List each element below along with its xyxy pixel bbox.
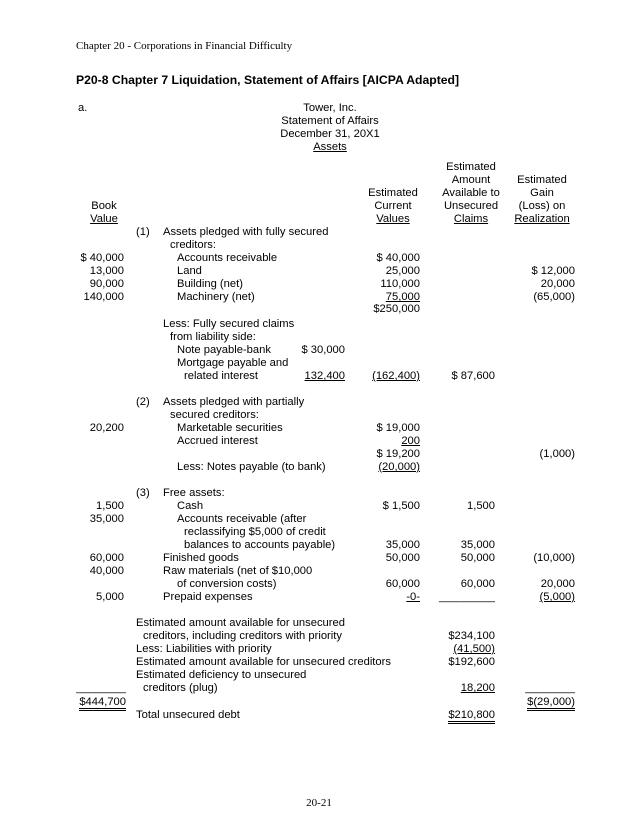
row-description-text: reclassifying $5,000 of credit [184,526,326,538]
book-value-text: 5,000 [96,591,124,603]
row-description [177,291,255,304]
available-amount [335,370,495,383]
statement-name: Statement of Affairs [281,115,379,127]
row-description-text: Building (net) [177,278,243,290]
summary-amount-text: $192,600 [448,656,495,668]
available-amount-text: $ 87,600 [451,370,495,382]
summary-line [136,643,272,656]
gain-loss [415,265,575,278]
current-value-text: 200 [401,435,420,447]
row-description [163,565,312,578]
row-description-text: creditors: [170,239,217,251]
book-value [0,591,124,604]
col-gain-line3: (Loss) on [518,200,566,212]
gain-loss [415,552,575,565]
row-description [177,265,202,278]
row-description [163,591,253,604]
gain-loss [415,591,575,604]
row-description-text: Finished goods [163,552,239,564]
current-value-text: $250,000 [373,303,420,315]
book-total-text: ________ [76,682,126,694]
current-value-text: 35,000 [385,539,420,551]
group-number-text: (3) [136,487,150,499]
row-description [177,278,243,291]
book-total-text: $444,700 [79,696,126,711]
row-description-text: Machinery (net) [177,291,255,303]
col-avail-line1: Estimated [446,161,496,173]
row-description [163,552,239,565]
row-description-text: Prepaid expenses [163,591,253,603]
gain-total-text: $(29,000) [527,696,575,711]
summary-line [136,709,240,722]
col-current-line1: Estimated [368,187,418,199]
row-description-text: Mortgage payable and [177,357,289,369]
col-book-line1: Book [91,200,117,212]
row-description-text: Accrued interest [177,435,258,447]
row-description-text: balances to accounts payable) [184,539,336,551]
book-value-text: 20,200 [89,422,124,434]
row-description [177,435,258,448]
row-description-text: Raw materials (net of $10,000 [163,565,313,577]
book-total [0,696,126,709]
row-description-text: Free assets: [163,487,225,499]
gain-loss-text: $ 12,000 [531,265,575,277]
running-header: Chapter 20 - Corporations in Financial Difficulty [76,40,293,52]
available-amount-text: 1,500 [467,500,495,512]
gain-loss-text: (10,000) [533,552,575,564]
current-value-text: 60,000 [385,578,420,590]
summary-line-text: Estimated deficiency to unsecured [136,669,307,681]
row-description-text: Assets pledged with fully secured [163,226,329,238]
book-value [0,252,124,265]
gain-loss-text: 20,000 [540,278,575,290]
row-description [177,513,306,526]
book-value-text: 140,000 [83,291,124,303]
summary-line [143,630,342,643]
book-value-text: 35,000 [89,513,124,525]
summary-line-text: Estimated amount available for unsecured [136,617,345,629]
current-value [260,278,420,291]
row-description [177,500,203,513]
row-description-text: related interest [184,370,259,382]
row-description-text: Note payable-bank [177,344,271,356]
page-number: 20-21 [306,797,332,809]
current-value-text: $ 40,000 [376,252,420,264]
gain-loss [415,278,575,291]
book-value [0,278,124,291]
row-description-text: Cash [177,500,204,512]
summary-line-text: creditors (plug) [143,682,218,694]
summary-amount-text: 18,200 [460,682,495,694]
gain-total [415,682,575,695]
book-value-text: 13,000 [89,265,124,277]
summary-line-text: Total unsecured debt [136,709,240,721]
gain-loss [415,448,575,461]
gain-loss [415,578,575,591]
summary-line-text: Estimated amount available for unsecured creditors [136,656,391,668]
gain-loss-text: 20,000 [540,578,575,590]
col-current-line3-text: Values [376,213,410,225]
group-number-text: (2) [136,396,150,408]
row-description [170,409,259,422]
gain-loss-text: (65,000) [533,291,575,303]
current-value-text: 25,000 [385,265,420,277]
col-avail-line5 [436,213,506,226]
col-gain-line4 [506,213,578,226]
current-value-text: 50,000 [385,552,420,564]
book-value [0,565,124,578]
book-value [0,513,124,526]
gain-total-text: ________ [525,682,575,694]
row-description-text: of conversion costs) [177,578,277,590]
row-description [170,331,256,344]
current-value [260,303,420,316]
inner-amount-text: 132,400 [304,370,345,382]
row-description-text: Marketable securities [177,422,283,434]
book-value [0,552,124,565]
col-book-line2 [80,213,128,226]
book-value [0,291,124,304]
summary-line [136,617,345,630]
available-amount-text: 50,000 [460,552,495,564]
book-total [0,682,126,695]
current-value [260,265,420,278]
book-value-text: $ 40,000 [80,252,124,264]
book-value [0,265,124,278]
available-amount-text: 35,000 [460,539,495,551]
current-value [260,252,420,265]
available-amount-text: 60,000 [460,578,495,590]
summary-amount [335,656,495,669]
part-label: a. [78,102,88,114]
row-description [163,487,225,500]
group-number [136,226,150,239]
summary-amount [335,709,495,722]
summary-line-text: creditors, including creditors with priority [143,630,342,642]
current-value [260,461,420,474]
book-value-text: 90,000 [89,278,124,290]
group-number-text: (1) [136,226,150,238]
current-value-text: -0- [406,591,420,603]
inner-amount [185,344,345,357]
gain-loss-text: (1,000) [539,448,575,460]
summary-line-text: Less: Liabilities with priority [136,643,272,655]
current-value-text: $ 19,200 [376,448,420,460]
row-description-text: Assets pledged with partially [163,396,305,408]
col-current-line3 [358,213,428,226]
col-gain-line4-text: Realization [514,213,570,225]
row-description-text: Less: Notes payable (to bank) [177,461,326,473]
gain-total [415,696,575,709]
col-current-line2: Current [374,200,412,212]
summary-amount-text: $210,800 [448,709,495,724]
col-gain-line2: Gain [530,187,554,199]
row-description-text: secured creditors: [170,409,259,421]
group-number [136,396,150,409]
current-value [260,422,420,435]
book-value [0,500,124,513]
book-value-text: 1,500 [96,500,124,512]
available-amount [335,500,495,513]
row-description-text: from liability side: [170,331,256,343]
gain-loss-text: (5,000) [539,591,575,603]
company-name: Tower, Inc. [303,102,357,114]
current-value-text: $ 1,500 [382,500,420,512]
summary-line [143,682,218,695]
problem-title: P20-8 Chapter 7 Liquidation, Statement of Affairs [AICPA Adapted] [76,73,460,87]
row-description [170,239,216,252]
book-value [0,422,124,435]
current-value-text: (162,400) [372,370,420,382]
row-description-text: Land [177,265,202,277]
summary-amount [335,643,495,656]
row-description [163,318,294,331]
gain-loss [415,291,575,304]
col-avail-line4: Unsecured [443,200,499,212]
available-amount-text: _________ [439,591,495,603]
summary-amount-text: $234,100 [448,630,495,642]
summary-line [136,669,306,682]
col-gain-line1: Estimated [517,174,567,186]
row-description [177,357,288,370]
col-avail-line5-text: Claims [453,213,489,225]
book-value-text: 40,000 [89,565,124,577]
row-description-text: Less: Fully secured claims [163,318,295,330]
current-value-text: 110,000 [380,278,420,290]
summary-amount [335,630,495,643]
section-heading [230,141,430,154]
inner-amount-text: $ 30,000 [301,344,345,356]
group-number [136,487,150,500]
current-value [260,448,420,461]
current-value-text: 75,000 [385,291,420,303]
current-value-text: $ 19,000 [376,422,420,434]
section-heading-text: Assets [313,141,347,153]
row-description-text: Accounts receivable (after [177,513,307,525]
col-avail-line3: Available to [442,187,500,199]
available-amount [335,539,495,552]
row-description [163,396,304,409]
col-avail-line2: Amount [451,174,491,186]
book-value-text: 60,000 [89,552,124,564]
row-description [163,226,328,239]
current-value [260,435,420,448]
statement-date: December 31, 20X1 [280,128,380,140]
current-value-text: (20,000) [378,461,420,473]
row-description-text: Accounts receivable [177,252,278,264]
row-description [184,526,326,539]
col-book-line2-text: Value [90,213,118,225]
summary-amount-text: (41,500) [453,643,495,655]
